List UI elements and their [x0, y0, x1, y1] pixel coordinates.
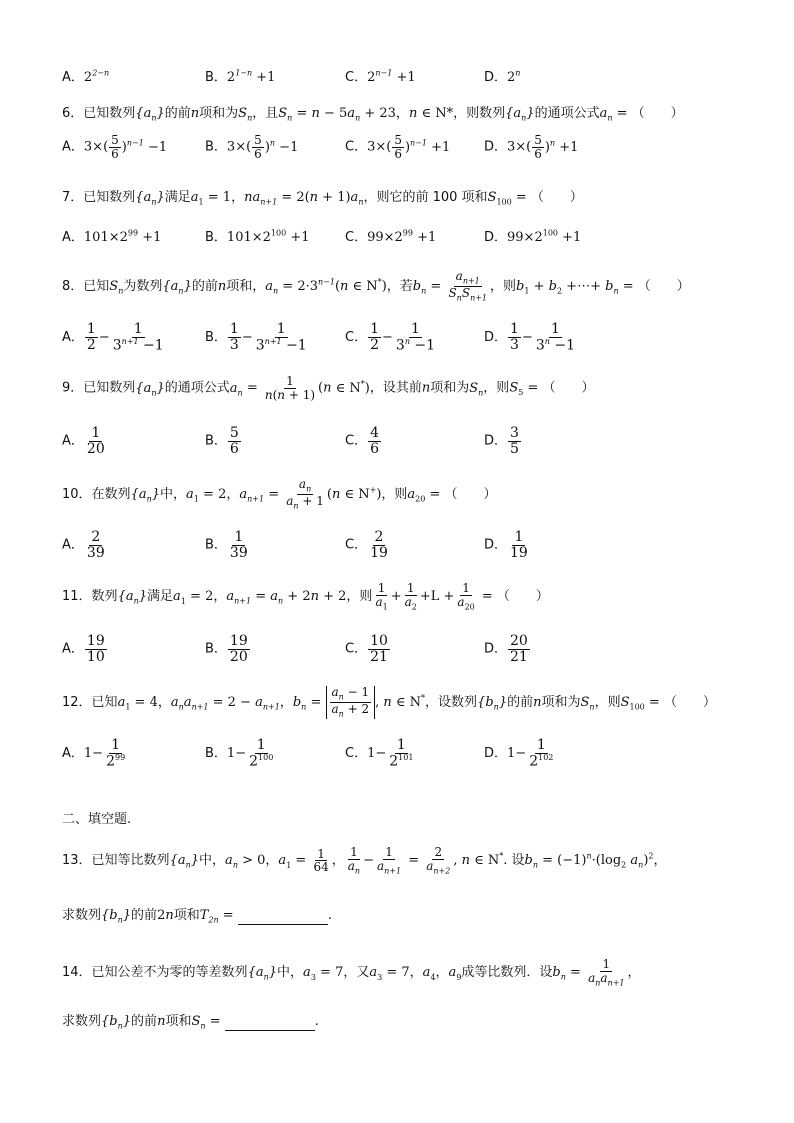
question-9: 9．已知数列$\{a_n\}$的通项公式$a_n$ = $\frac{1}{n(n + 1)}$ (n ∈ N*)，设其前n项和为$S_n$，则$S_5$ = （ ）: [62, 374, 595, 402]
q10-option-a[interactable]: A． $\frac{2}{39}$: [62, 529, 105, 561]
q7-option-a[interactable]: A．$101\times 2^{99} +1$: [62, 228, 162, 245]
question-14: 14．已知公差不为零的等差数列$\{a_n\}$中，$a_3 = 7$，又$a_3 = 7$，$a_4$，$a_9$成等比数列．设$b_n$ = $\frac{1}{a_na_{n+1}}$ ，: [62, 957, 641, 987]
q8-option-d[interactable]: D． $\frac{1}{3}$ − $\frac{1}{3^n -1}$: [484, 321, 576, 354]
question-8: 8．已知$S_n$为数列$\{a_n\}$的前n项和，$a_n = 2\cdot 3^{n-1}(n$ ∈ N*)，若$b_n$ = $\frac{a_{n+1}}{S_nS_{n+1}}$ ，则$b_1 + b_2$ +⋯+ $b_n$ = （ ）: [62, 269, 690, 303]
question-7: 7．已知数列$\{a_n\}$满足$a_1 = 1$，$na_{n+1} = 2(n + 1)a_n$，则它的前 100 项和$S_{100}$ = （ ）: [62, 190, 583, 207]
q6-option-a[interactable]: A．3×( $\frac{5}{6}$ )$^{n-1}$ −1: [62, 133, 168, 161]
question-12: 12．已知$a_1 = 4$，$a_na_{n+1} = 2 - a_{n+1}$，$b_n$ = $\frac{a_n - 1}{a_n + 2}$ , n ∈ N*，设数列$\{b_n\}$的前n项和为$S_n$，则$S_{100}$ = （ ）: [62, 685, 716, 719]
question-14-line2: 求数列$\{b_n\}$的前n项和$S_n$ = .: [62, 1014, 319, 1031]
q10-option-b[interactable]: B． $\frac{1}{39}$: [205, 529, 248, 561]
question-13: 13．已知等比数列$\{a_n\}$中，$a_n > 0$，$a_1$ = $\frac{1}{64}$ ， $\frac{1}{a_n}$ − $\frac{1}{a_{n+1}}$ = $\frac{2}{a_{n+2}}$ , n ∈ N*. 设$b_n = (-1)^n\cdot(\log_2$ $a_n)^2$，: [62, 845, 667, 875]
q11-option-b[interactable]: B． $\frac{19}{20}$: [205, 633, 248, 665]
question-13-line2: 求数列$\{b_n\}$的前2n项和$T_{2n}$ = .: [62, 908, 332, 925]
q12-option-d[interactable]: D．1− $\frac{1}{2^{102}}$: [484, 737, 554, 770]
q8-option-c[interactable]: C． $\frac{1}{2}$ − $\frac{1}{3^n -1}$: [345, 321, 436, 354]
q13-answer-blank[interactable]: [238, 910, 328, 925]
q9-option-c[interactable]: C． $\frac{4}{6}$: [345, 425, 379, 457]
q12-option-a[interactable]: A．1− $\frac{1}{2^{99}}$: [62, 737, 126, 770]
q5-option-b[interactable]: B．$2^{1-n} +1$: [205, 68, 276, 85]
q7-option-b[interactable]: B．$101\times 2^{100} +1$: [205, 228, 310, 245]
q10-option-d[interactable]: D． $\frac{1}{19}$: [484, 529, 528, 561]
section-heading: 二、填空题.: [62, 812, 132, 827]
q8-option-b[interactable]: B． $\frac{1}{3}$ − $\frac{1}{3^{n+1} -1}$: [205, 321, 307, 354]
q5-option-c[interactable]: C．$2^{n-1} +1$: [345, 68, 416, 85]
q11-option-a[interactable]: A． $\frac{19}{10}$: [62, 633, 105, 665]
q11-option-c[interactable]: C． $\frac{10}{21}$: [345, 633, 388, 665]
q10-option-c[interactable]: C． $\frac{2}{19}$: [345, 529, 388, 561]
q7-option-c[interactable]: C．$99\times 2^{99} +1$: [345, 228, 437, 245]
q9-option-d[interactable]: D． $\frac{3}{5}$: [484, 425, 519, 457]
question-10: 10．在数列$\{a_n\}$中，$a_1 = 2$，$a_{n+1}$ = $\frac{a_n}{a_n + 1}$ (n ∈ N+)，则$a_{20}$ = （ ）: [62, 477, 497, 511]
q6-option-d[interactable]: D．3×( $\frac{5}{6}$ )$^n$ +1: [484, 133, 579, 161]
q6-option-b[interactable]: B．3×( $\frac{5}{6}$ )$^n$ −1: [205, 133, 299, 161]
q5-option-a[interactable]: A．$2^{2-n}$: [62, 68, 110, 85]
q6-option-c[interactable]: C．3×( $\frac{5}{6}$ )$^{n-1}$ +1: [345, 133, 451, 161]
q12-option-c[interactable]: C．1− $\frac{1}{2^{101}}$: [345, 737, 414, 770]
question-6: 6．已知数列$\{a_n\}$的前n项和为$S_n$，且$S_n = n - 5a_n + 23$，n ∈ N*，则数列$\{a_n\}$的通项公式$a_n$ = （ ）: [62, 106, 684, 123]
q5-option-d[interactable]: D．2$^n$: [484, 68, 521, 85]
q8-option-a[interactable]: A． $\frac{1}{2}$ − $\frac{1}{3^{n+1} -1}$: [62, 321, 164, 354]
q9-option-b[interactable]: B． $\frac{5}{6}$: [205, 425, 239, 457]
q7-option-d[interactable]: D．$99\times 2^{100} +1$: [484, 228, 582, 245]
q11-option-d[interactable]: D． $\frac{20}{21}$: [484, 633, 528, 665]
q12-option-b[interactable]: B．1− $\frac{1}{2^{100}}$: [205, 737, 274, 770]
q14-answer-blank[interactable]: [225, 1016, 315, 1031]
question-11: 11．数列$\{a_n\}$满足$a_1 = 2$，$a_{n+1} = a_n + 2n + 2$，则 $\frac{1}{a_1}$ + $\frac{1}{a_2}$ +L + $\frac{1}{a_{20}}$ = （ ）: [62, 581, 549, 611]
q9-option-a[interactable]: A． $\frac{1}{20}$: [62, 425, 105, 457]
